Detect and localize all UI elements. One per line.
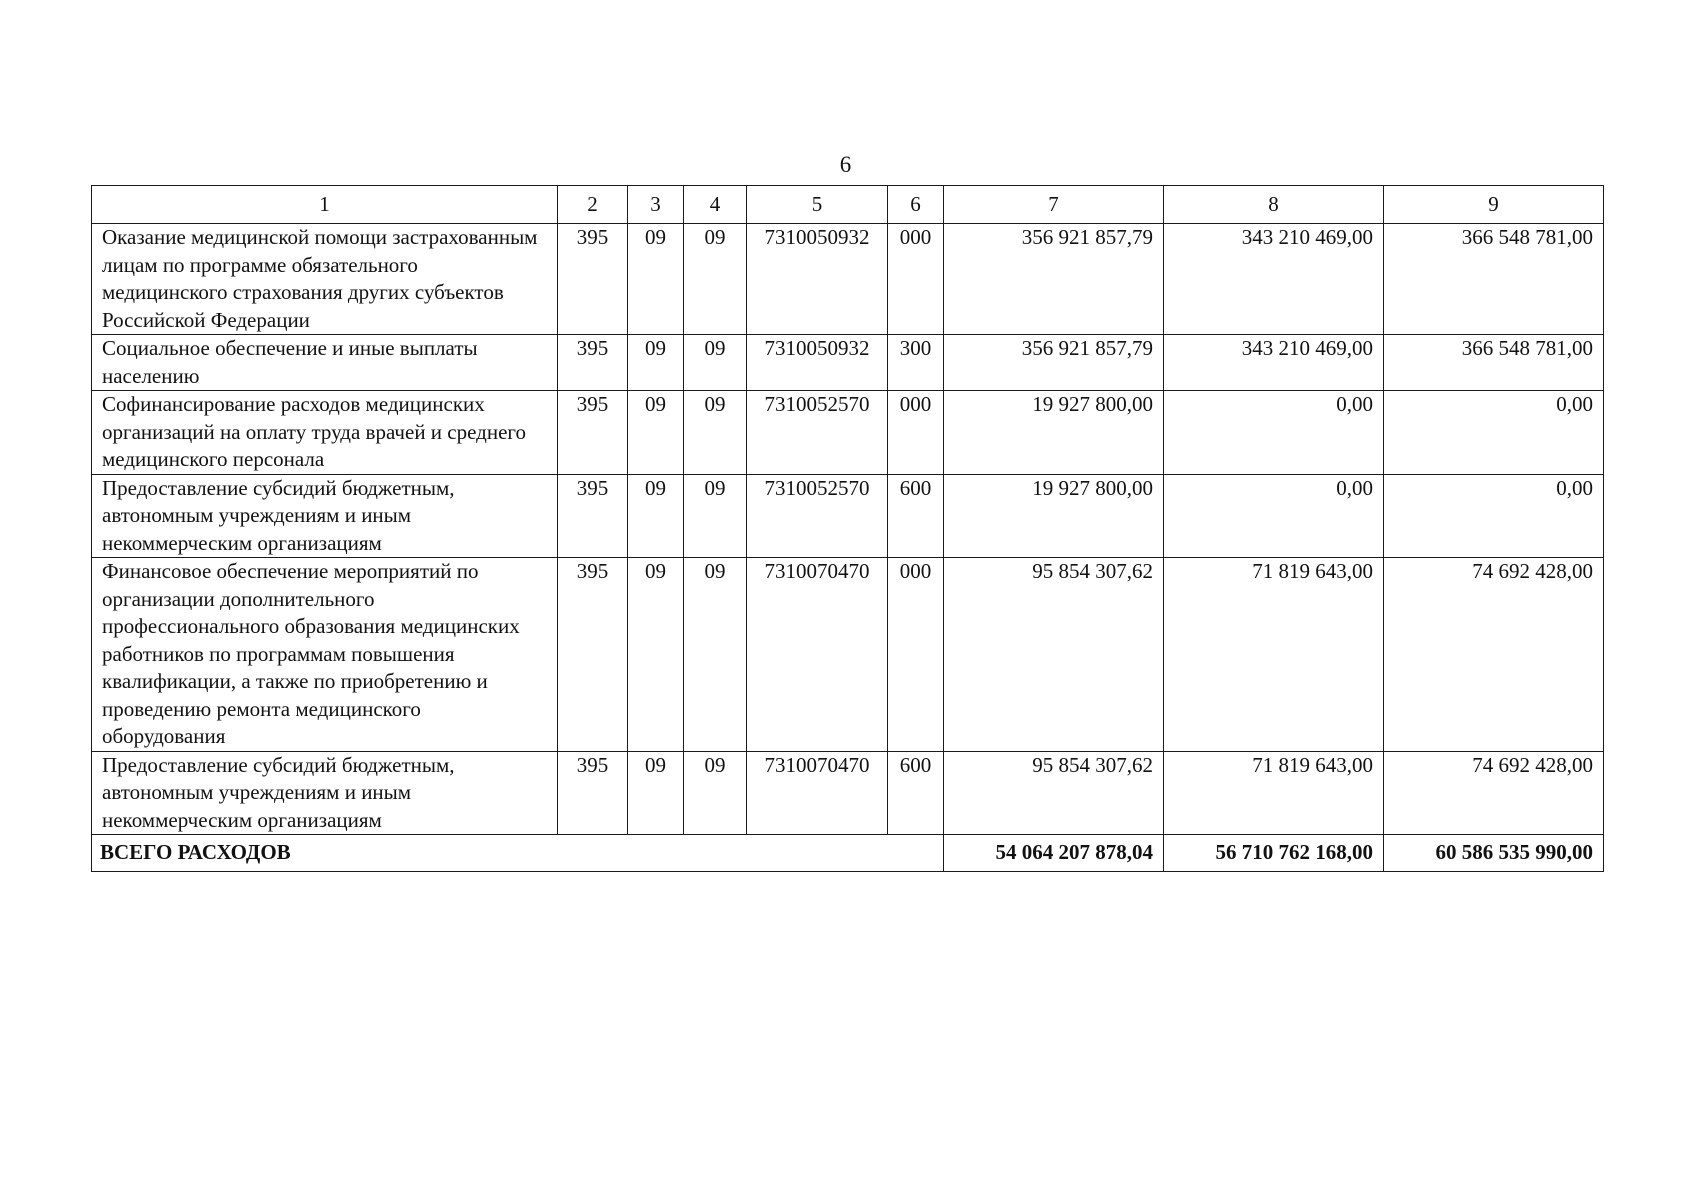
section-code: 09 [628, 751, 684, 835]
amount-col-8: 71 819 643,00 [1164, 558, 1384, 752]
section-code: 09 [628, 474, 684, 558]
header-cell: 8 [1164, 186, 1384, 224]
expense-type-code: 600 [888, 474, 944, 558]
expense-name: Оказание медицинской помощи застрахованным лицам по программе обязательного медицинского страхования других субъектов Российской Федерации [92, 224, 558, 335]
header-cell: 2 [558, 186, 628, 224]
expenditure-table [91, 185, 1604, 872]
amount-col-7: 19 927 800,00 [944, 474, 1164, 558]
article-code: 7310050932 [747, 335, 888, 391]
total-label: ВСЕГО РАСХОДОВ [92, 835, 944, 872]
expense-type-code: 000 [888, 224, 944, 335]
table-row [92, 391, 1604, 475]
amount-col-8: 0,00 [1164, 474, 1384, 558]
amount-col-9: 366 548 781,00 [1384, 335, 1604, 391]
amount-col-8: 343 210 469,00 [1164, 335, 1384, 391]
amount-col-9: 0,00 [1384, 391, 1604, 475]
amount-col-9: 74 692 428,00 [1384, 751, 1604, 835]
header-cell: 1 [92, 186, 558, 224]
expense-name: Предоставление субсидий бюджетным, автономным учреждениям и иным некоммерческим организациям [92, 474, 558, 558]
amount-col-7: 356 921 857,79 [944, 224, 1164, 335]
amount-col-7: 19 927 800,00 [944, 391, 1164, 475]
page-number: 6 [839, 152, 852, 177]
article-code: 7310070470 [747, 751, 888, 835]
header-cell: 6 [888, 186, 944, 224]
article-code: 7310052570 [747, 391, 888, 475]
article-code: 7310052570 [747, 474, 888, 558]
amount-col-9: 0,00 [1384, 474, 1604, 558]
subsection-code: 09 [684, 558, 747, 752]
expense-type-code: 300 [888, 335, 944, 391]
amount-col-9: 366 548 781,00 [1384, 224, 1604, 335]
amount-col-8: 71 819 643,00 [1164, 751, 1384, 835]
table-row [92, 474, 1604, 558]
amount-col-9: 74 692 428,00 [1384, 558, 1604, 752]
table-row [92, 224, 1604, 335]
section-code: 09 [628, 391, 684, 475]
total-amount-col-7: 54 064 207 878,04 [944, 835, 1164, 872]
expense-type-code: 000 [888, 558, 944, 752]
expense-name: Софинансирование расходов медицинских организаций на оплату труда врачей и среднего медицинского персонала [92, 391, 558, 475]
subsection-code: 09 [684, 751, 747, 835]
expense-type-code: 600 [888, 751, 944, 835]
section-code: 09 [628, 335, 684, 391]
amount-col-8: 343 210 469,00 [1164, 224, 1384, 335]
amount-col-7: 356 921 857,79 [944, 335, 1164, 391]
table-row [92, 751, 1604, 835]
table-row [92, 335, 1604, 391]
admin-code: 395 [558, 335, 628, 391]
table-header-row [92, 186, 1604, 224]
header-cell: 7 [944, 186, 1164, 224]
subsection-code: 09 [684, 224, 747, 335]
header-cell: 4 [684, 186, 747, 224]
admin-code: 395 [558, 224, 628, 335]
admin-code: 395 [558, 391, 628, 475]
section-code: 09 [628, 558, 684, 752]
table-row [92, 558, 1604, 752]
total-amount-col-9: 60 586 535 990,00 [1384, 835, 1604, 872]
article-code: 7310050932 [747, 224, 888, 335]
subsection-code: 09 [684, 335, 747, 391]
expense-name: Социальное обеспечение и иные выплаты населению [92, 335, 558, 391]
expense-name: Предоставление субсидий бюджетным, автономным учреждениям и иным некоммерческим организациям [92, 751, 558, 835]
total-row [92, 835, 1604, 872]
admin-code: 395 [558, 474, 628, 558]
amount-col-7: 95 854 307,62 [944, 751, 1164, 835]
section-code: 09 [628, 224, 684, 335]
amount-col-7: 95 854 307,62 [944, 558, 1164, 752]
expense-name: Финансовое обеспечение мероприятий по организации дополнительного профессионального образования медицинских работников по программам повышения квалификации, а также по приобретению и проведению ремонта медицинского оборудования [92, 558, 558, 752]
total-amount-col-8: 56 710 762 168,00 [1164, 835, 1384, 872]
subsection-code: 09 [684, 391, 747, 475]
header-cell: 5 [747, 186, 888, 224]
header-cell: 3 [628, 186, 684, 224]
admin-code: 395 [558, 558, 628, 752]
expense-type-code: 000 [888, 391, 944, 475]
article-code: 7310070470 [747, 558, 888, 752]
amount-col-8: 0,00 [1164, 391, 1384, 475]
subsection-code: 09 [684, 474, 747, 558]
header-cell: 9 [1384, 186, 1604, 224]
admin-code: 395 [558, 751, 628, 835]
